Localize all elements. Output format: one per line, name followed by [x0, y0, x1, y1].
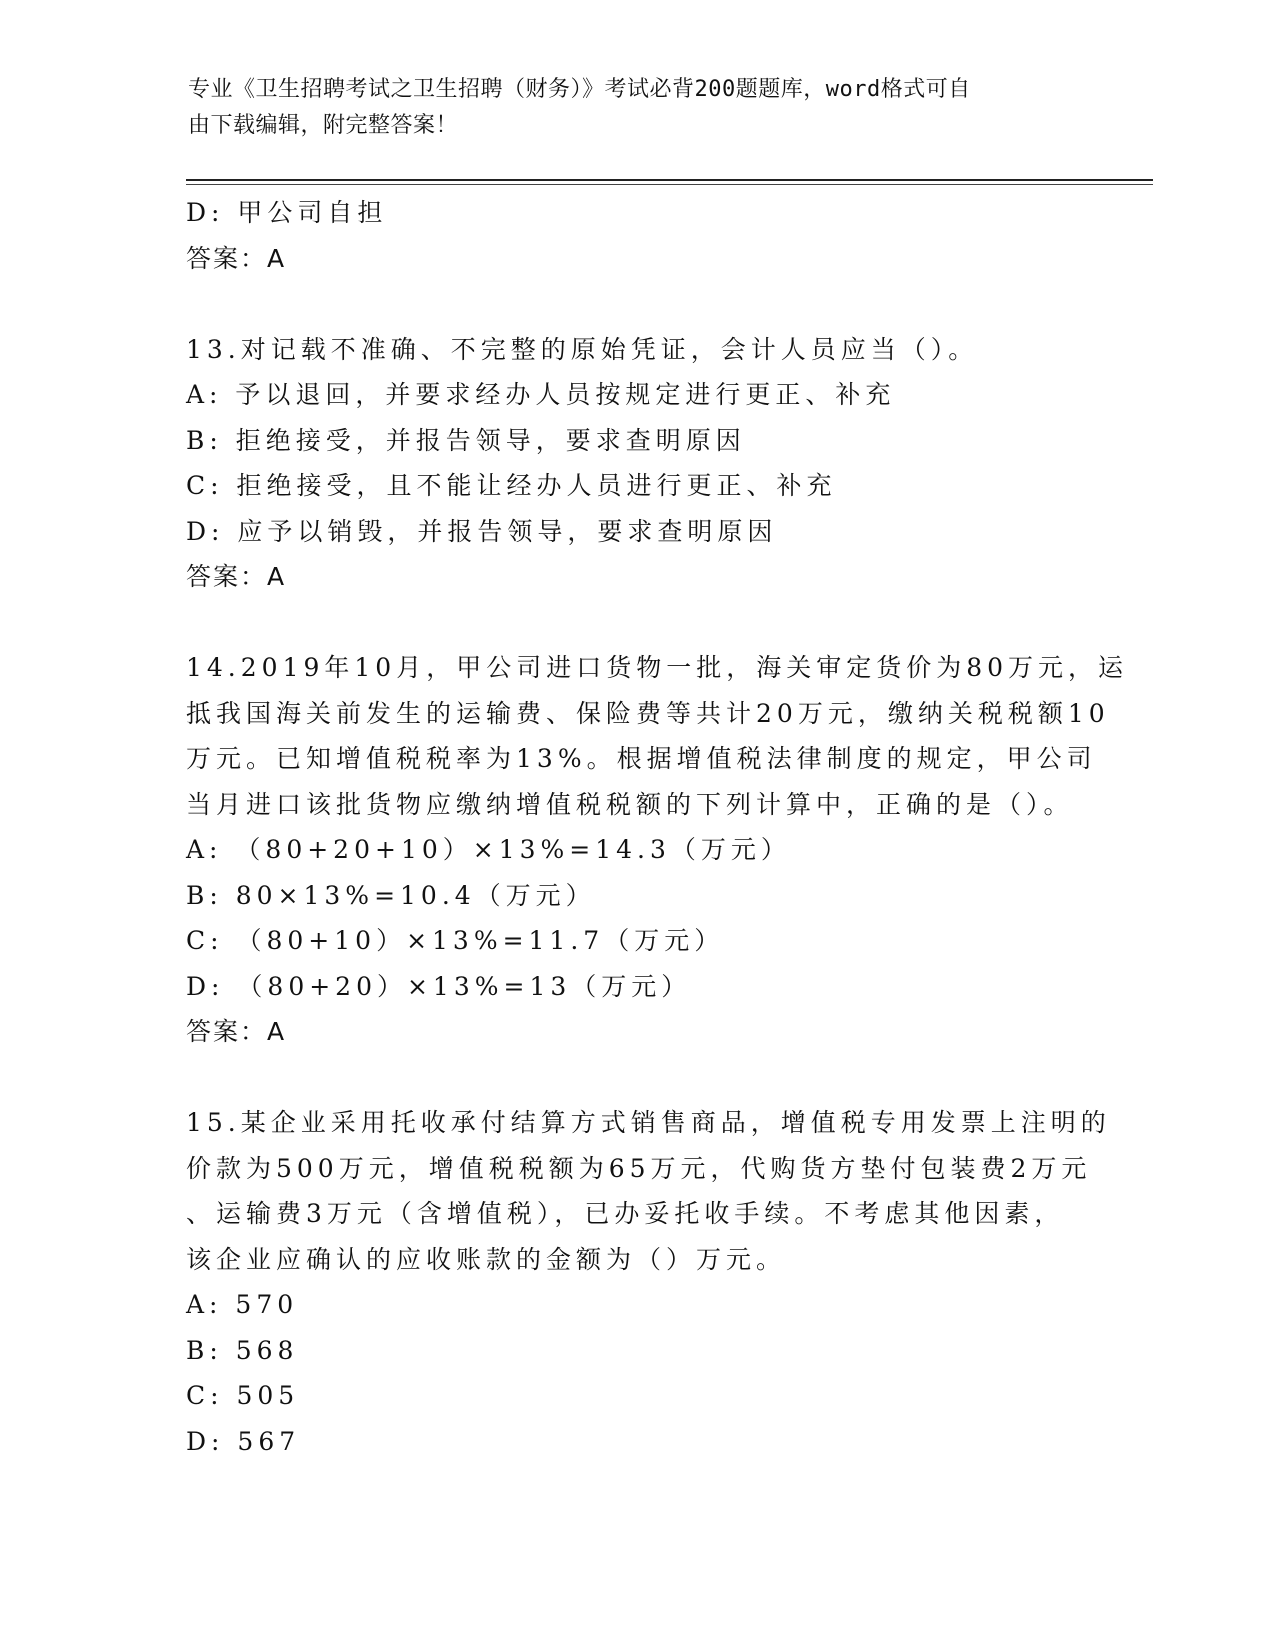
- q13-option-a: A: 予以退回，并要求经办人员按规定进行更正、补充: [186, 380, 896, 409]
- question-content: [186, 190, 1129, 1464]
- question-15: [186, 1100, 1111, 1464]
- q15-option-a: A: 570: [186, 1290, 299, 1319]
- header-line-2: 由下载编辑，附完整答案！: [188, 113, 459, 138]
- q15-option-c: C: 505: [186, 1381, 300, 1410]
- q15-stem-line-2: 价款为500万元，增值税税额为65万元，代购货方垫付包装费2万元: [186, 1153, 1092, 1183]
- q15-stem-line-4: 该企业应确认的应收账款的金额为（）万元。: [186, 1244, 787, 1274]
- q14-option-a: A: （80+20+10）×13%=14.3（万元）: [186, 835, 791, 864]
- q14-stem-line-3: 万元。已知增值税税率为13%。根据增值税法律制度的规定，甲公司: [186, 744, 1097, 773]
- q15-stem-line-3: 、运输费3万元（含增值税），已办妥托收手续。不考虑其他因素，: [186, 1199, 1065, 1228]
- q12-option-d: D: 甲公司自担: [186, 198, 388, 227]
- q14-option-d: D: （80+20）×13%=13（万元）: [186, 971, 692, 1001]
- q14-option-b: B: 80×13%=10.4（万元）: [186, 880, 596, 910]
- q12-answer: 答案：A: [186, 243, 287, 273]
- spacer: [186, 1055, 1086, 1101]
- q14-stem-line-1: 14.2019年10月，甲公司进口货物一批，海关审定货价为80万元，运: [186, 653, 1129, 682]
- q15-option-d: D: 567: [186, 1426, 301, 1456]
- q15-stem-line-1: 15.某企业采用托收承付结算方式销售商品，增值税专用发票上注明的: [186, 1108, 1111, 1137]
- header-line-1: 专业《卫生招聘考试之卫生招聘（财务）》考试必背200题题库，word格式可自: [188, 77, 971, 102]
- spacer: [186, 281, 1086, 327]
- header-divider-thick: [186, 179, 1153, 181]
- q14-stem-line-2: 抵我国海关前发生的运输费、保险费等共计20万元，缴纳关税税额10: [186, 698, 1110, 728]
- q14-option-c: C: （80+10）×13%=11.7（万元）: [186, 926, 725, 955]
- q14-answer: 答案：A: [186, 1017, 287, 1046]
- q15-option-b: B: 568: [186, 1335, 299, 1365]
- q13-option-b: B: 拒绝接受，并报告领导，要求查明原因: [186, 425, 746, 455]
- q13-option-d: D: 应予以销毁，并报告领导，要求查明原因: [186, 516, 778, 546]
- header-divider-thin: [186, 184, 1153, 185]
- spacer: [186, 600, 1086, 646]
- question-14: [186, 645, 1129, 1055]
- q13-stem: 13.对记载不准确、不完整的原始凭证，会计人员应当（）。: [186, 334, 979, 364]
- question-13: [186, 327, 1086, 600]
- q14-stem-line-4: 当月进口该批货物应缴纳增值税税额的下列计算中，正确的是（）。: [186, 789, 1074, 819]
- q13-option-c: C: 拒绝接受，且不能让经办人员进行更正、补充: [186, 471, 837, 500]
- page-header: [188, 72, 1068, 144]
- q13-answer: 答案：A: [186, 562, 287, 591]
